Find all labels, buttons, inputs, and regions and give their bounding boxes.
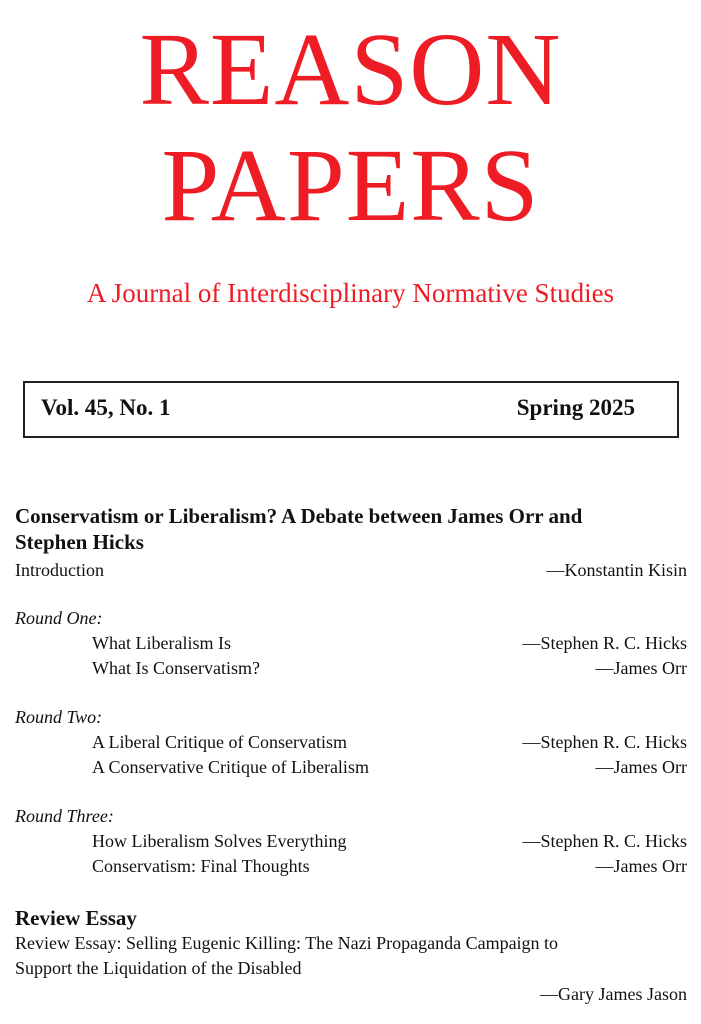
- debate-heading-line-2: Stephen Hicks: [15, 530, 144, 554]
- toc-entry: [15, 755, 687, 779]
- toc-entry: [15, 631, 687, 655]
- round-two-label: Round Two:: [15, 707, 103, 727]
- toc-entry-introduction: [15, 558, 687, 582]
- toc-entry-author: —Stephen R. C. Hicks: [522, 831, 687, 851]
- toc-entry-author: —James Orr: [595, 757, 687, 777]
- debate-heading: [15, 503, 695, 555]
- toc-entry-title: A Conservative Critique of Liberalism: [92, 757, 369, 777]
- toc-entry-title: What Liberalism Is: [92, 633, 231, 653]
- review-essay-heading: Review Essay: [15, 906, 137, 930]
- toc-entry-author: —Stephen R. C. Hicks: [522, 732, 687, 752]
- toc-entry-title: A Liberal Critique of Conservatism: [92, 732, 347, 752]
- toc-entry-title: Conservatism: Final Thoughts: [92, 856, 310, 876]
- toc-entry: [15, 829, 687, 853]
- toc-entry-title: Introduction: [15, 560, 104, 580]
- toc-entry-author: —Konstantin Kisin: [546, 560, 687, 580]
- debate-heading-line-1: Conservatism or Liberalism? A Debate between James Orr and: [15, 504, 583, 528]
- toc-entry: [15, 656, 687, 680]
- review-essay-title-line-2: Support the Liquidation of the Disabled: [15, 958, 302, 978]
- round-three-label: Round Three:: [15, 806, 114, 826]
- issue-volume: Vol. 45, No. 1: [41, 395, 171, 420]
- issue-season: Spring 2025: [516, 395, 635, 420]
- review-essay-title-line-1: Review Essay: Selling Eugenic Killing: The Nazi Propaganda Campaign to: [15, 933, 559, 953]
- journal-subtitle: A Journal of Interdisciplinary Normative Studies: [86, 278, 615, 308]
- review-essay-author: —Gary James Jason: [540, 984, 687, 1004]
- journal-title-line-1: REASON: [139, 12, 562, 127]
- toc-entry-title: How Liberalism Solves Everything: [92, 831, 347, 851]
- toc-entry-author: —James Orr: [595, 658, 687, 678]
- toc-entry: [15, 854, 687, 878]
- toc-entry-author: —James Orr: [595, 856, 687, 876]
- issue-box: [23, 381, 679, 438]
- journal-title-line-2: PAPERS: [161, 128, 540, 243]
- toc-entry-author: —Stephen R. C. Hicks: [522, 633, 687, 653]
- review-essay-byline: [15, 982, 687, 1006]
- toc-entry-title: What Is Conservatism?: [92, 658, 260, 678]
- toc-entry: [15, 730, 687, 754]
- round-one-label: Round One:: [15, 608, 103, 628]
- review-essay-title: [15, 931, 695, 981]
